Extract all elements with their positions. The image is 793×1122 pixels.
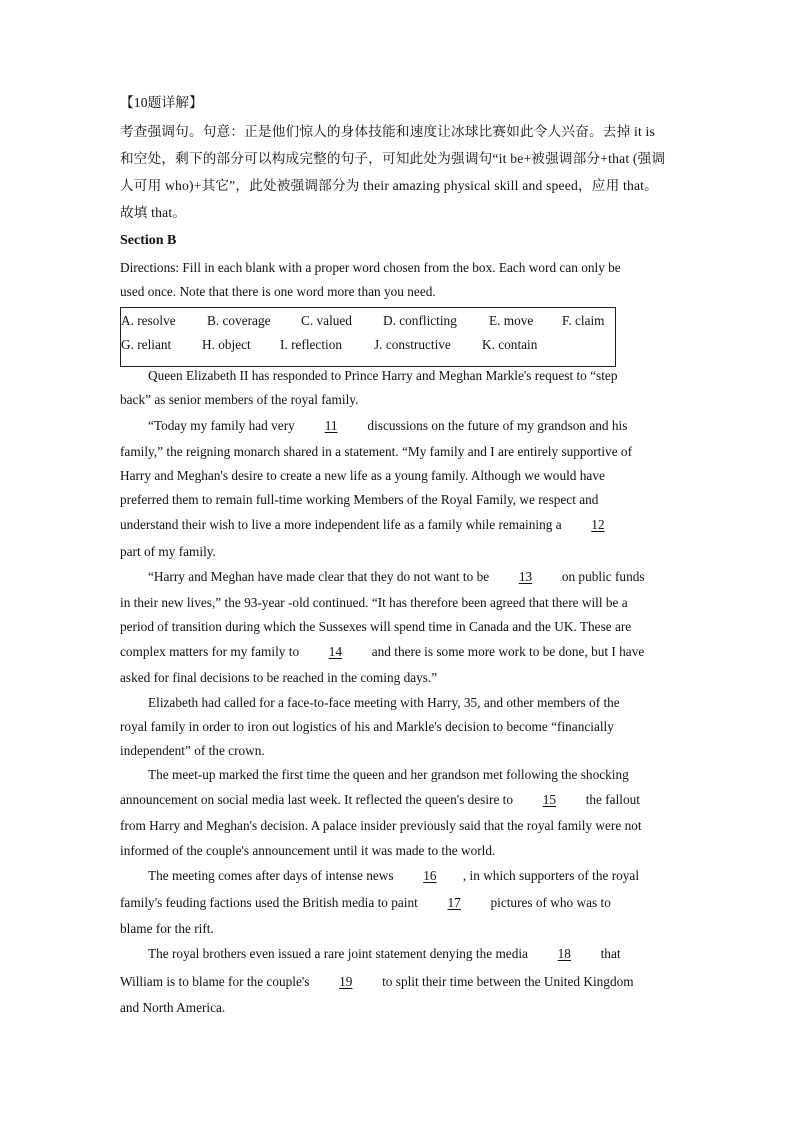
option-d: D. conflicting <box>383 313 457 328</box>
blank-15[interactable]: 15 <box>542 792 556 807</box>
option-j: J. constructive <box>374 337 451 352</box>
passage-line: asked for final decisions to be reached in the coming days.” <box>120 670 438 685</box>
blank-17[interactable]: 17 <box>447 895 461 910</box>
option-b: B. coverage <box>207 313 271 328</box>
word-box <box>120 307 616 367</box>
blank-14[interactable]: 14 <box>328 644 343 659</box>
detail-line: 和空处，剩下的部分可以构成完整的句子，可知此处为强调句“it be+被强调部分+that (强调 <box>120 151 666 166</box>
passage-line: blame for the rift. <box>120 921 214 936</box>
passage-line: Harry and Meghan's desire to create a new life as a young family. Although we would have <box>120 468 605 483</box>
blank-12[interactable]: 12 <box>591 517 605 532</box>
option-i: I. reflection <box>280 337 343 352</box>
passage-line: Queen Elizabeth II has responded to Prince Harry and Meghan Markle's request to “step <box>148 368 618 383</box>
passage-line: in their new lives,” the 93-year -old continued. “It has therefore been agreed that there will be a <box>120 595 628 610</box>
passage-line: back” as senior members of the royal family. <box>120 392 359 407</box>
blank-19[interactable]: 19 <box>339 974 353 989</box>
section-title: Section B <box>120 233 177 248</box>
passage-line: announcement on social media last week. It reflected the queen's desire to 15 the fallout <box>120 790 640 810</box>
passage-line: family,” the reigning monarch shared in a statement. “My family and I are entirely supportive of <box>120 444 633 459</box>
passage-line: The meet-up marked the first time the queen and her grandson met following the shocking <box>148 767 629 782</box>
option-a: A. resolve <box>121 313 176 328</box>
option-h: H. object <box>202 337 251 352</box>
passage-line: “Today my family had very 11 discussions on the future of my grandson and his <box>148 416 627 436</box>
passage-line: and North America. <box>120 1000 226 1015</box>
blank-13[interactable]: 13 <box>518 569 533 584</box>
passage-line: period of transition during which the Sussexes will spend time in Canada and the UK. These are <box>120 619 632 634</box>
blank-16[interactable]: 16 <box>423 868 437 883</box>
passage-line: complex matters for my family to 14 and there is some more work to be done, but I have <box>120 642 644 662</box>
detail-line: 故填 that。 <box>120 205 187 220</box>
directions-line: Directions: Fill in each blank with a proper word chosen from the box. Each word can only be <box>120 260 621 275</box>
directions-line: used once. Note that there is one word more than you need. <box>120 284 436 299</box>
passage-line: “Harry and Meghan have made clear that they do not want to be 13 on public funds <box>148 567 645 587</box>
passage-line: The royal brothers even issued a rare joint statement denying the media 18 that <box>148 944 621 964</box>
passage-line: independent” of the crown. <box>120 743 265 758</box>
detail-line: 人可用 who)+其它”，此处被强调部分为 their amazing physical skill and speed，应用 that。 <box>120 178 658 193</box>
passage-line: understand their wish to live a more independent life as a family while remaining a 12 <box>120 515 631 535</box>
option-k: K. contain <box>482 337 538 352</box>
passage-line: from Harry and Meghan's decision. A palace insider previously said that the royal family were not <box>120 818 642 833</box>
passage-line: William is to blame for the couple's 19 to split their time between the United Kingdom <box>120 972 634 992</box>
passage-line: family's feuding factions used the British media to paint 17 pictures of who was to <box>120 893 611 913</box>
blank-18[interactable]: 18 <box>557 946 571 961</box>
passage-line: Elizabeth had called for a face-to-face meeting with Harry, 35, and other members of the <box>148 695 620 710</box>
passage-line: The meeting comes after days of intense news 16 , in which supporters of the royal <box>148 866 639 886</box>
detail-line: 考查强调句。句意：正是他们惊人的身体技能和速度让冰球比赛如此令人兴奋。去掉 it is <box>120 124 655 139</box>
passage-line: royal family in order to iron out logistics of his and Markle's decision to become “financially <box>120 719 614 734</box>
passage-line: part of my family. <box>120 544 216 559</box>
passage-line: preferred them to remain full-time working Members of the Royal Family, we respect and <box>120 492 599 507</box>
option-c: C. valued <box>301 313 352 328</box>
detail-heading: 【10题详解】 <box>120 95 203 110</box>
passage-line: informed of the couple's announcement until it was made to the world. <box>120 843 496 858</box>
option-f: F. claim <box>562 313 605 328</box>
option-g: G. reliant <box>121 337 172 352</box>
option-e: E. move <box>489 313 534 328</box>
blank-11[interactable]: 11 <box>324 418 338 433</box>
